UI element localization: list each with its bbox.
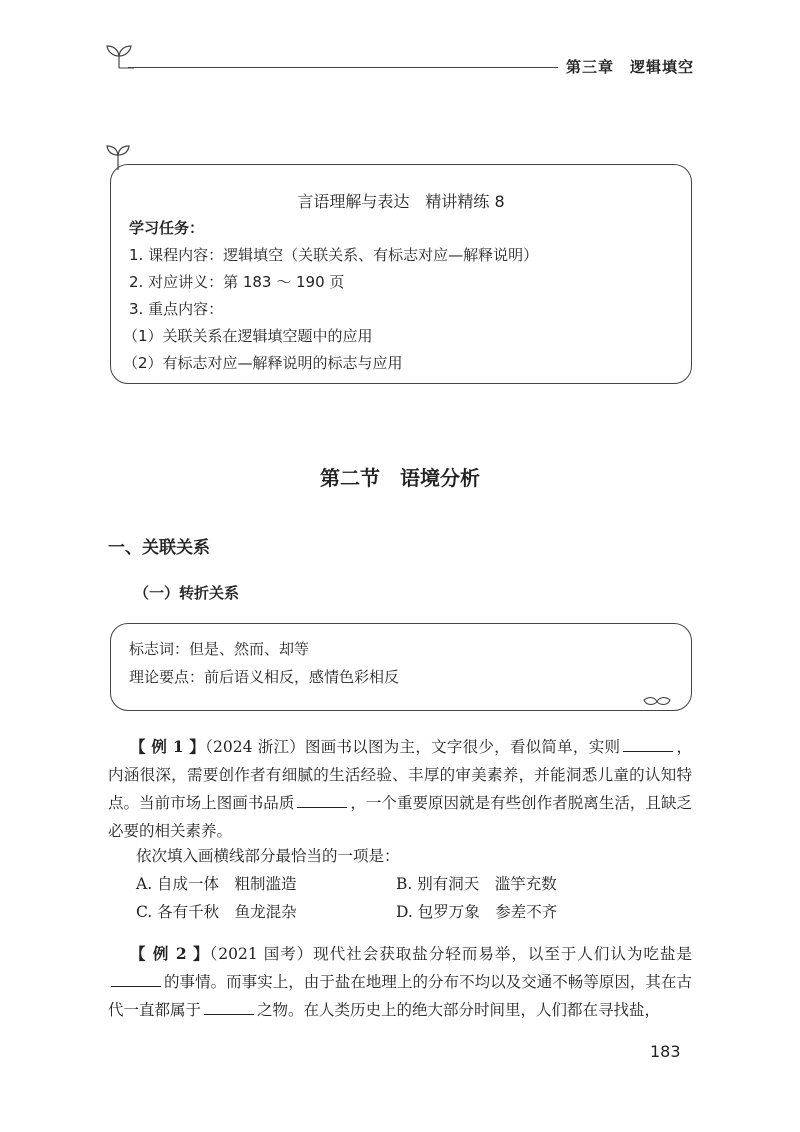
example-source: （2021 国考） xyxy=(209,945,314,963)
fill-blank xyxy=(623,737,673,752)
header-divider xyxy=(128,67,558,68)
study-item: 2. 对应讲义：第 183 ～ 190 页 xyxy=(129,273,345,291)
study-item: 1. 课程内容：逻辑填空（关联关系、有标志对应—解释说明） xyxy=(129,246,539,264)
example-text: 图画书以图为主，文字很少，看似简单，实则 xyxy=(304,738,621,756)
example-label: 【 例 2 】 xyxy=(130,944,210,963)
question-prompt: 依次填入画横线部分最恰当的一项是： xyxy=(136,847,400,865)
fill-blank xyxy=(204,1000,254,1015)
leaf-icon xyxy=(642,692,672,708)
study-box-title: 言语理解与表达 精讲精练 8 xyxy=(297,192,505,211)
example-text: 的事情。而事实上，由于盐在地理上的分布不均以及交通不畅等原因，其在古代一直都属于 xyxy=(108,973,692,1019)
study-item: （1）关联关系在逻辑填空题中的应用 xyxy=(123,327,373,345)
example-text: ，一个重要原因就是有些创作者脱离生活，且缺乏必要的相关素养。 xyxy=(108,794,692,840)
marker-words: 标志词：但是、然而、却等 xyxy=(129,640,310,658)
option-a: A. 自成一体 粗制滥造 xyxy=(136,875,297,893)
option-d: D. 包罗万象 参差不齐 xyxy=(396,903,558,921)
fill-blank xyxy=(111,972,161,987)
page-number: 183 xyxy=(650,1042,681,1061)
study-task-box xyxy=(110,164,692,384)
option-b: B. 别有洞天 滥竽充数 xyxy=(396,875,557,893)
study-item: 3. 重点内容： xyxy=(129,300,224,318)
example-label: 【 例 1 】 xyxy=(130,737,206,756)
example-text: ，内涵很深，需要创作者有细腻的生活经验、丰厚的审美素养，并能洞悉儿童的认知特点。当前市场上图画书品质 xyxy=(108,738,692,812)
sprout-icon xyxy=(104,40,134,70)
chapter-title: 第三章 逻辑填空 xyxy=(566,58,695,76)
subsubsection-heading: （一）转折关系 xyxy=(134,584,240,602)
study-task-label: 学习任务： xyxy=(129,219,205,237)
option-c: C. 各有千秋 鱼龙混杂 xyxy=(136,903,297,921)
example-text: 现代社会获取盐分轻而易举，以至于人们认为吃盐是 xyxy=(313,945,692,963)
example-source: （2024 浙江） xyxy=(205,738,305,756)
subsection-heading: 一、关联关系 xyxy=(108,538,210,558)
example-1-text xyxy=(108,733,692,845)
example-text: 之物。在人类历史上的绝大部分时间里，人们都在寻找盐， xyxy=(257,1001,661,1019)
fill-blank xyxy=(297,793,347,808)
section-title: 第二节 语境分析 xyxy=(320,466,480,490)
study-item: （2）有标志对应—解释说明的标志与应用 xyxy=(123,354,403,372)
example-2-text xyxy=(108,940,692,1024)
theory-points: 理论要点：前后语义相反，感情色彩相反 xyxy=(129,668,400,686)
marker-word-box xyxy=(110,623,692,711)
